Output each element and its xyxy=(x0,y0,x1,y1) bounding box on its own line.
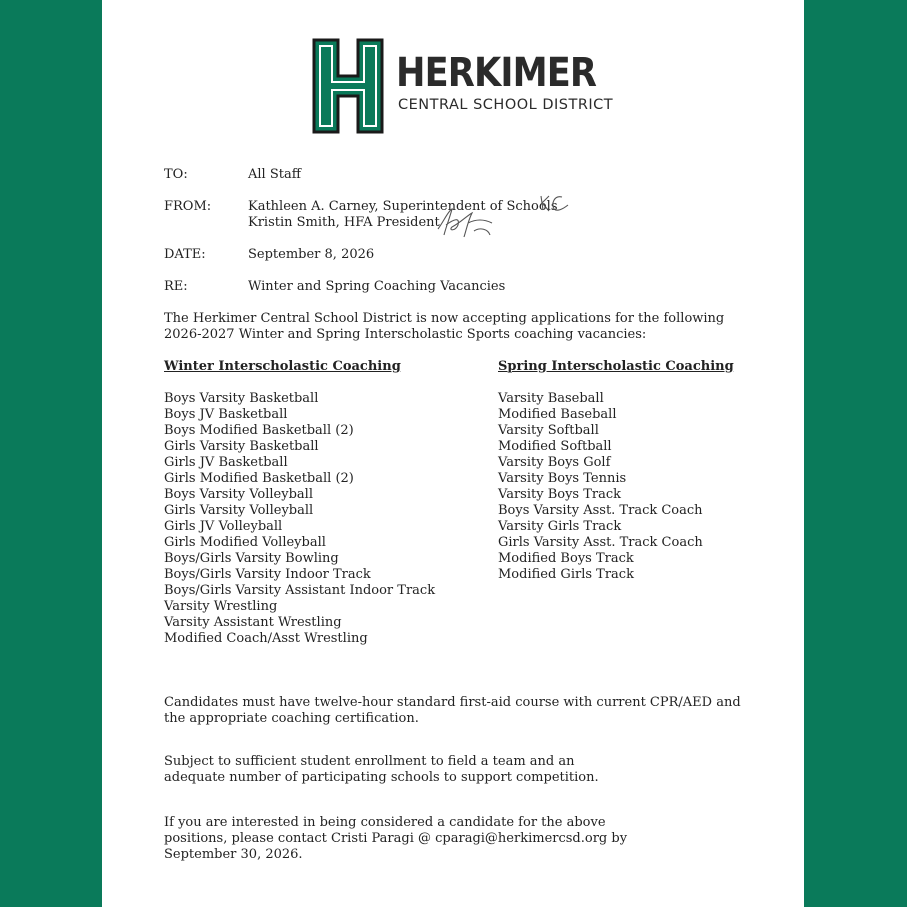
date-label: DATE: xyxy=(164,247,206,262)
memo-page xyxy=(102,0,804,907)
list-item: Varsity Boys Track xyxy=(498,487,622,502)
winter-heading: Winter Interscholastic Coaching xyxy=(164,359,401,374)
signature-initials-ks xyxy=(434,205,496,241)
spring-heading: Spring Interscholastic Coaching xyxy=(498,359,734,374)
re-value: Winter and Spring Coaching Vacancies xyxy=(248,279,506,294)
list-item: Girls Varsity Basketball xyxy=(164,439,319,454)
list-item: Modified Girls Track xyxy=(498,567,634,582)
list-item: Girls Modified Volleyball xyxy=(164,535,326,550)
list-item: Boys JV Basketball xyxy=(164,407,288,422)
list-item: Boys/Girls Varsity Indoor Track xyxy=(164,567,371,582)
list-item: Modified Boys Track xyxy=(498,551,634,566)
list-item: Varsity Assistant Wrestling xyxy=(164,615,342,630)
list-item: Varsity Wrestling xyxy=(164,599,278,614)
to-label: TO: xyxy=(164,167,188,182)
signature-initials-kc xyxy=(538,192,572,214)
list-item: Varsity Softball xyxy=(498,423,599,438)
list-item: Girls Varsity Asst. Track Coach xyxy=(498,535,703,550)
list-item: Girls JV Volleyball xyxy=(164,519,283,534)
district-logo xyxy=(312,38,612,136)
spring-list xyxy=(498,391,703,583)
list-item: Girls Varsity Volleyball xyxy=(164,503,314,518)
winter-list xyxy=(164,391,435,647)
list-item: Boys/Girls Varsity Bowling xyxy=(164,551,339,566)
from-label: FROM: xyxy=(164,199,212,214)
list-item: Boys Varsity Asst. Track Coach xyxy=(498,503,703,518)
date-value: September 8, 2026 xyxy=(248,247,375,262)
contact-note: If you are interested in being considered a candidate for the above positions, please contact Cristi Paragi @ cparagi@herkimercsd.org by September 30, 2026. xyxy=(164,815,628,862)
from-line-1: Kathleen A. Carney, Superintendent of Schools xyxy=(248,199,558,214)
list-item: Girls JV Basketball xyxy=(164,455,288,470)
from-line-2: Kristin Smith, HFA President xyxy=(248,215,440,230)
list-item: Modified Baseball xyxy=(498,407,617,422)
list-item: Boys/Girls Varsity Assistant Indoor Track xyxy=(164,583,436,598)
list-item: Varsity Girls Track xyxy=(498,519,622,534)
list-item: Varsity Boys Tennis xyxy=(498,471,627,486)
list-item: Varsity Baseball xyxy=(498,391,604,406)
logo-subtitle: CENTRAL SCHOOL DISTRICT xyxy=(398,97,614,113)
list-item: Girls Modified Basketball (2) xyxy=(164,471,354,486)
list-item: Varsity Boys Golf xyxy=(498,455,611,470)
intro-paragraph: The Herkimer Central School District is now accepting applications for the following 2026-2027 Winter and Spring Interscholastic Sports coaching vacancies: xyxy=(164,311,725,342)
logo-title: HERKIMER xyxy=(396,50,597,96)
list-item: Modified Coach/Asst Wrestling xyxy=(164,631,368,646)
h-letter-logo-icon xyxy=(312,38,384,134)
certification-note: Candidates must have twelve-hour standard first-aid course with current CPR/AED and the appropriate coaching certification. xyxy=(164,695,741,726)
list-item: Boys Varsity Volleyball xyxy=(164,487,313,502)
to-value: All Staff xyxy=(248,167,301,182)
list-item: Modified Softball xyxy=(498,439,612,454)
enrollment-note: Subject to sufficient student enrollment to field a team and an adequate number of participating schools to support competition. xyxy=(164,754,599,785)
re-label: RE: xyxy=(164,279,188,294)
list-item: Boys Modified Basketball (2) xyxy=(164,423,354,438)
list-item: Boys Varsity Basketball xyxy=(164,391,319,406)
